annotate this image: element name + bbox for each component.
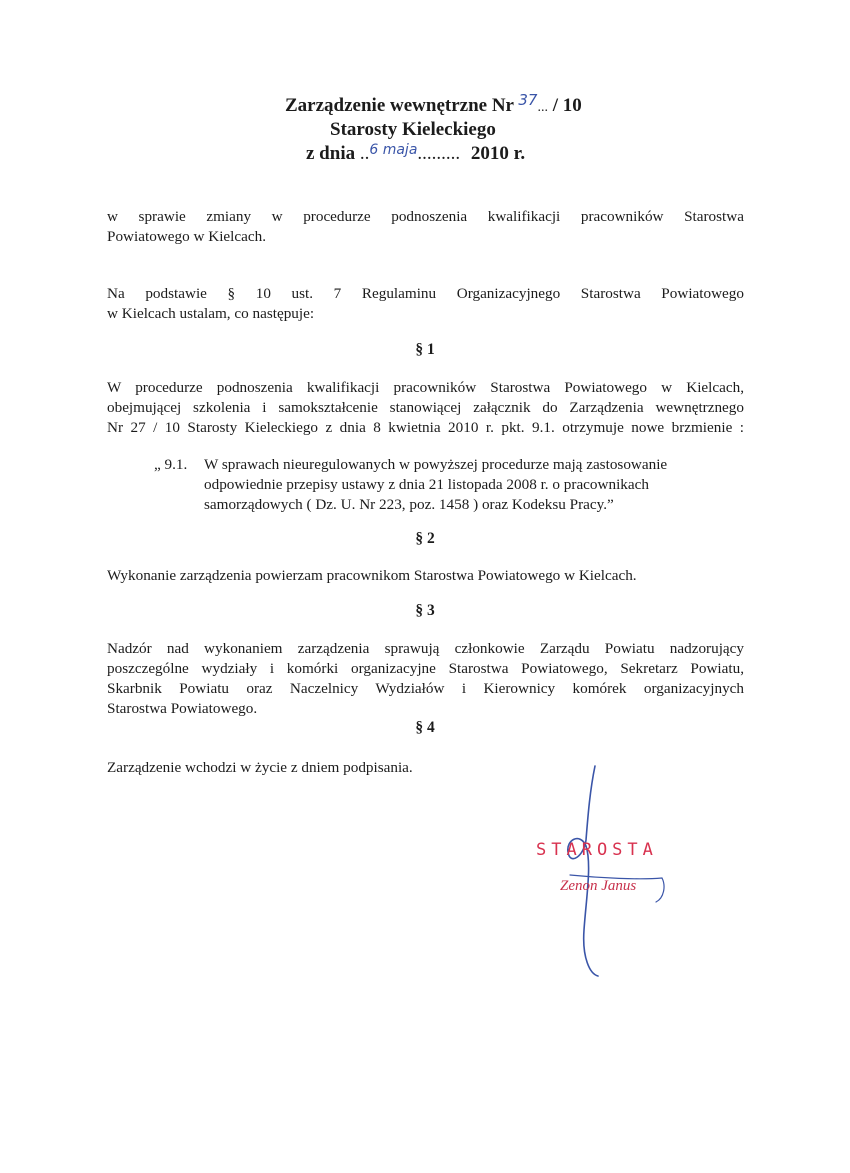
section-2-line-1: Wykonanie zarządzenia powierzam pracownikom Starostwa Powiatowego w Kielcach. (107, 567, 637, 584)
section-1-line-1: W procedurze podnoszenia kwalifikacji pracowników Starostwa Powiatowego w Kielcach, (107, 379, 744, 396)
section-3-line-2: poszczególne wydziały i komórki organizacyjne Starostwa Powiatowego, Sekretarz Powiatu, (107, 660, 744, 677)
stamp-title: STAROSTA (536, 840, 658, 860)
legal-basis-paragraph (107, 284, 744, 324)
date-dots-right: ......... (417, 143, 461, 164)
document-number-handwritten: 37 (518, 91, 538, 109)
title-line (285, 91, 582, 117)
subject-line-2: Powiatowego w Kielcach. (107, 228, 267, 245)
title-prefix: Zarządzenie wewnętrzne Nr (285, 95, 514, 116)
section-1-paragraph (107, 378, 744, 438)
date-prefix: z dnia (306, 143, 356, 164)
section-3-line-1: Nadzór nad wykonaniem zarządzenia sprawują członkowie Zarządu Powiatu nadzorujący (107, 640, 744, 657)
section-1-line-3: Nr 27 / 10 Starosty Kieleckiego z dnia 8 kwietnia 2010 r. pkt. 9.1. otrzymuje nowe brzmienie : (107, 419, 744, 436)
section-4-heading: § 4 (415, 719, 435, 736)
subject-line-1: w sprawie zmiany w procedurze podnoszenia kwalifikacji pracowników Starostwa (107, 208, 744, 225)
quote-line-1: W sprawach nieuregulowanych w powyższej procedurze mają zastosowanie (204, 456, 668, 473)
authority-line: Starosty Kieleckiego (330, 119, 496, 140)
section-3-line-3: Skarbnik Powiatu oraz Naczelnicy Wydziałów i Kierownicy komórek organizacyjnych (107, 680, 744, 697)
section-2-heading: § 2 (415, 530, 435, 547)
section-1-line-2: obejmującej szkolenia i samokształcenie stanowiącej załącznik do Zarządzenia wewnętrznego (107, 399, 744, 416)
stamp-name: Zenon Janus (560, 878, 637, 894)
date-dots-left: .. (359, 143, 370, 164)
date-line (306, 143, 525, 165)
date-handwritten: 6 maja (369, 142, 418, 158)
title-dots: ... (537, 100, 548, 115)
subject-paragraph (107, 207, 744, 247)
quoted-provision-number: „ 9.1. (154, 456, 188, 473)
quoted-provision-text (204, 455, 667, 515)
handwritten-signature (540, 760, 680, 985)
basis-line-1: Na podstawie § 10 ust. 7 Regulaminu Organizacyjnego Starostwa Powiatowego (107, 285, 744, 302)
date-suffix: 2010 r. (470, 143, 526, 164)
section-3-line-4: Starostwa Powiatowego. (107, 700, 258, 717)
quote-line-3: samorządowych ( Dz. U. Nr 223, poz. 1458 ) oraz Kodeksu Pracy.” (204, 496, 614, 513)
section-1-heading: § 1 (415, 341, 435, 358)
title-suffix: / 10 (552, 95, 582, 116)
section-2-paragraph (107, 566, 744, 586)
quote-line-2: odpowiednie przepisy ustawy z dnia 21 listopada 2008 r. o pracownikach (204, 476, 649, 493)
section-4-line-1: Zarządzenie wchodzi w życie z dniem podpisania. (107, 759, 413, 776)
section-3-paragraph (107, 639, 744, 719)
section-3-heading: § 3 (415, 602, 435, 619)
basis-line-2: w Kielcach ustalam, co następuje: (107, 305, 315, 322)
